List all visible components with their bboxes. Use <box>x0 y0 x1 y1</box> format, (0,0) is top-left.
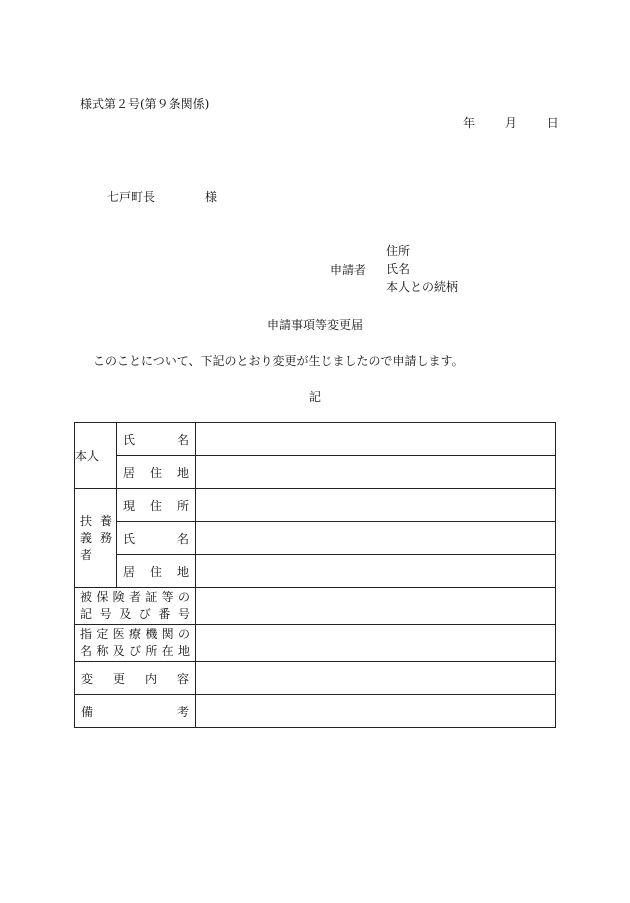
label-char: 機 <box>145 627 158 641</box>
addressee <box>107 188 217 205</box>
label-char: 名 <box>176 432 189 447</box>
label-char: 保 <box>96 590 109 604</box>
label-char: 考 <box>176 704 189 719</box>
label-char: 居 <box>123 465 136 480</box>
label-char: の <box>177 590 190 604</box>
ki-label: 記 <box>308 390 321 404</box>
table-row <box>75 555 556 588</box>
insurance-number-field[interactable] <box>196 588 556 625</box>
table-row <box>75 456 556 489</box>
table-row <box>75 489 556 522</box>
label-char: 備 <box>81 704 94 719</box>
form-title: 申請事項等変更届 <box>266 318 363 332</box>
label-char: 氏 <box>123 531 136 546</box>
label-char: 住 <box>149 465 162 480</box>
body-text: このことについて、下記のとおり変更が生じましたので申請します。 <box>93 354 464 368</box>
label-char: 定 <box>96 627 109 641</box>
label-char: 等 <box>161 590 174 604</box>
label-char: 号 <box>177 607 190 621</box>
label-char: 住 <box>149 498 162 513</box>
table-row <box>75 695 556 728</box>
label-char: 名 <box>176 531 189 546</box>
label-char: 地 <box>176 465 189 480</box>
label-char: 及 <box>112 644 125 658</box>
table-row <box>75 423 556 456</box>
honnin-name-field[interactable] <box>196 423 556 456</box>
label-char: 称 <box>96 644 109 658</box>
label-char: 変 <box>81 671 94 686</box>
honnin-name-label <box>117 423 196 456</box>
honnin-residence-label <box>117 456 196 489</box>
label-char: 氏 <box>123 432 136 447</box>
label-char: 関 <box>161 627 174 641</box>
remarks-label <box>75 695 196 728</box>
table-row <box>75 588 556 625</box>
label-char: 所 <box>145 644 158 658</box>
label-char: 者 <box>80 547 93 562</box>
insurance-number-label <box>75 588 196 625</box>
fuyo-group-label <box>75 489 117 588</box>
fuyo-residence-field[interactable] <box>196 555 556 588</box>
label-char: の <box>177 627 190 641</box>
fuyo-current-address-label <box>117 489 196 522</box>
fuyo-name-label <box>117 522 196 555</box>
fuyo-residence-label <box>117 555 196 588</box>
label-char: 険 <box>112 590 125 604</box>
date-year-label: 年 <box>463 116 476 130</box>
applicant-address-label: 住所 <box>386 244 411 258</box>
label-char: 所 <box>176 498 189 513</box>
label-char: 地 <box>177 644 190 658</box>
applicant-relation-label: 本人との続柄 <box>386 280 459 294</box>
label-char: 内 <box>144 671 157 686</box>
label-char: 及 <box>119 607 132 621</box>
applicant-name-label: 氏名 <box>386 262 411 276</box>
addressee-name: 七戸町長 <box>107 190 156 204</box>
label-char: 務 <box>99 530 112 545</box>
table-row <box>75 662 556 695</box>
label-char: 地 <box>176 564 189 579</box>
label-char: 番 <box>158 607 171 621</box>
form-number: 様式第２号(第９条関係) <box>80 97 210 111</box>
label-char: 名 <box>80 644 93 658</box>
label-char: び <box>128 644 141 658</box>
change-form-table <box>74 422 556 728</box>
honnin-group-label: 本人 <box>75 423 117 489</box>
label-char: 証 <box>145 590 158 604</box>
label-char: 在 <box>161 644 174 658</box>
addressee-honorific: 様 <box>205 190 218 204</box>
change-content-label <box>75 662 196 695</box>
label-char: 容 <box>176 671 189 686</box>
applicant-fields <box>386 242 458 296</box>
applicant-label: 申請者 <box>330 263 367 277</box>
label-char: 記 <box>80 607 93 621</box>
label-char: 住 <box>149 564 162 579</box>
institution-field[interactable] <box>196 625 556 662</box>
date-line <box>463 114 559 131</box>
date-day-label: 日 <box>546 116 559 130</box>
table-row <box>75 522 556 555</box>
fuyo-name-field[interactable] <box>196 522 556 555</box>
label-char: 養 <box>99 513 112 528</box>
label-char: 被 <box>80 590 93 604</box>
label-char: 指 <box>80 627 93 641</box>
honnin-residence-field[interactable] <box>196 456 556 489</box>
label-char: 更 <box>112 671 125 686</box>
change-content-field[interactable] <box>196 662 556 695</box>
remarks-field[interactable] <box>196 695 556 728</box>
label-char: 療 <box>128 627 141 641</box>
label-char: 義 <box>80 530 93 545</box>
label-char: 医 <box>112 627 125 641</box>
institution-label <box>75 625 196 662</box>
fuyo-current-address-field[interactable] <box>196 489 556 522</box>
label-char: 居 <box>123 564 136 579</box>
label-char: 現 <box>123 498 136 513</box>
label-char: 者 <box>128 590 141 604</box>
date-month-label: 月 <box>504 116 517 130</box>
label-char: び <box>138 607 151 621</box>
label-char: 扶 <box>80 513 93 528</box>
label-char: 号 <box>99 607 112 621</box>
table-row <box>75 625 556 662</box>
